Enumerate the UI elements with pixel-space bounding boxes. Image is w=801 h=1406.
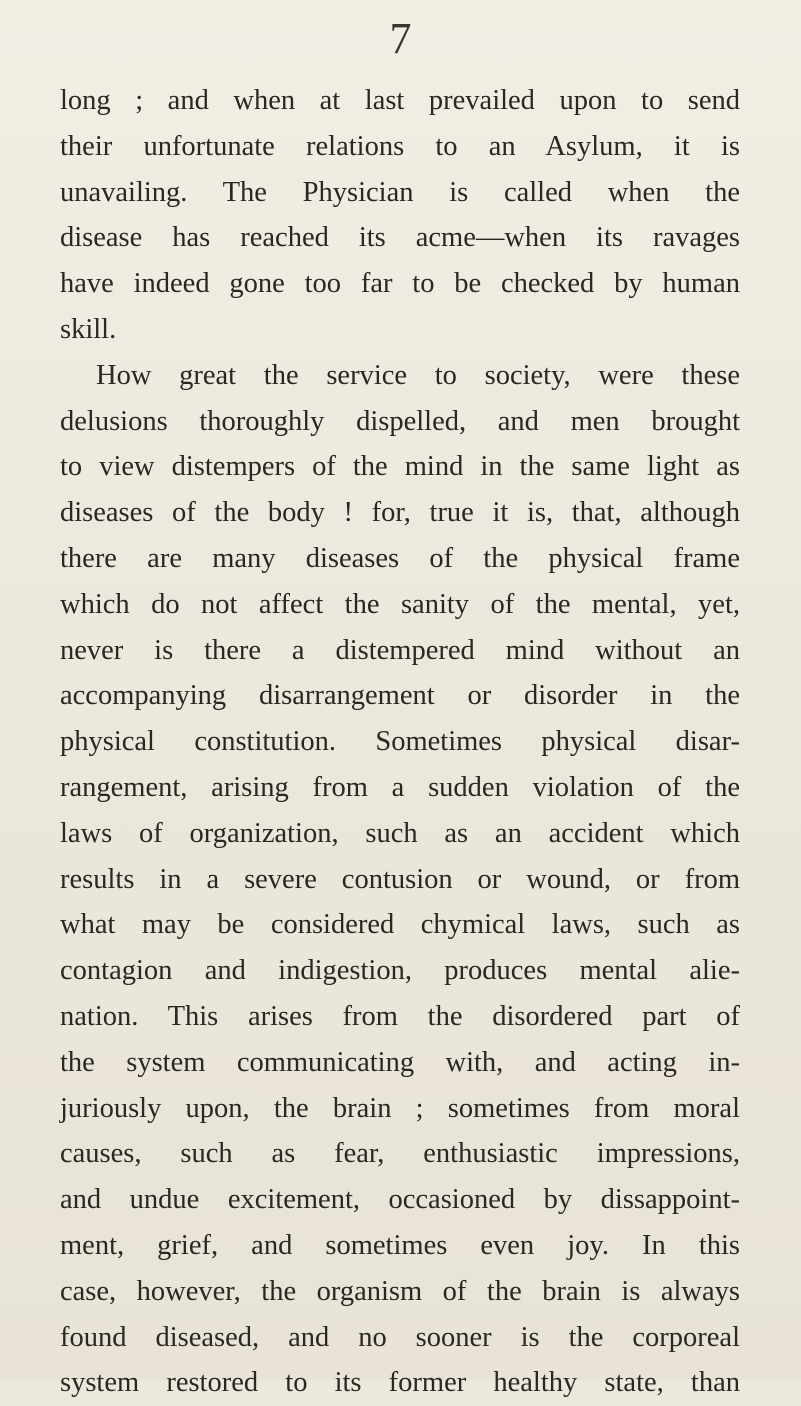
text-line: skill.: [60, 313, 117, 345]
page-number: 7: [389, 14, 412, 63]
text-line: what may be considered chymical laws, such as: [60, 909, 740, 941]
text-line: system restored to its former healthy state, than: [60, 1367, 740, 1399]
text-line: diseases of the body ! for, true it is, that, although: [60, 497, 740, 529]
text-line: contagion and indigestion, produces mental alie-: [60, 955, 740, 987]
text-line: causes, such as fear, enthusiastic impressions,: [60, 1138, 740, 1170]
text-line: found diseased, and no sooner is the corporeal: [60, 1321, 740, 1353]
text-line: have indeed gone too far to be checked by human: [60, 268, 740, 300]
text-line: accompanying disarrangement or disorder in the: [60, 680, 740, 712]
text-line: laws of organization, such as an accident which: [60, 817, 740, 849]
text-line: results in a severe contusion or wound, or from: [60, 863, 740, 895]
text-line: and undue excitement, occasioned by dissappoint-: [60, 1184, 740, 1216]
text-line: long ; and when at last prevailed upon to send: [60, 85, 740, 116]
text-line: case, however, the organism of the brain is always: [60, 1275, 740, 1307]
text-line: physical constitution. Sometimes physical disar-: [60, 726, 740, 758]
text-line: How great the service to society, were these: [96, 359, 740, 391]
text-line: their unfortunate relations to an Asylum, it is: [60, 130, 740, 162]
text-line: juriously upon, the brain ; sometimes from moral: [60, 1092, 740, 1124]
text-line: the system communicating with, and acting in-: [60, 1046, 740, 1078]
text-line: unavailing. The Physician is called when the: [60, 176, 740, 208]
text-line: never is there a distempered mind without an: [60, 634, 740, 666]
text-line: disease has reached its acme—when its ravages: [60, 222, 740, 254]
text-line: to view distempers of the mind in the same light as: [60, 451, 740, 483]
text-line: ment, grief, and sometimes even joy. In this: [60, 1229, 740, 1261]
body-text: [60, 78, 740, 1406]
text-line: which do not affect the sanity of the mental, yet,: [60, 588, 740, 620]
text-line: nation. This arises from the disordered part of: [60, 1000, 740, 1032]
text-line: there are many diseases of the physical frame: [60, 542, 740, 574]
text-line: delusions thoroughly dispelled, and men brought: [60, 405, 740, 437]
text-line: rangement, arising from a sudden violation of the: [60, 771, 740, 803]
